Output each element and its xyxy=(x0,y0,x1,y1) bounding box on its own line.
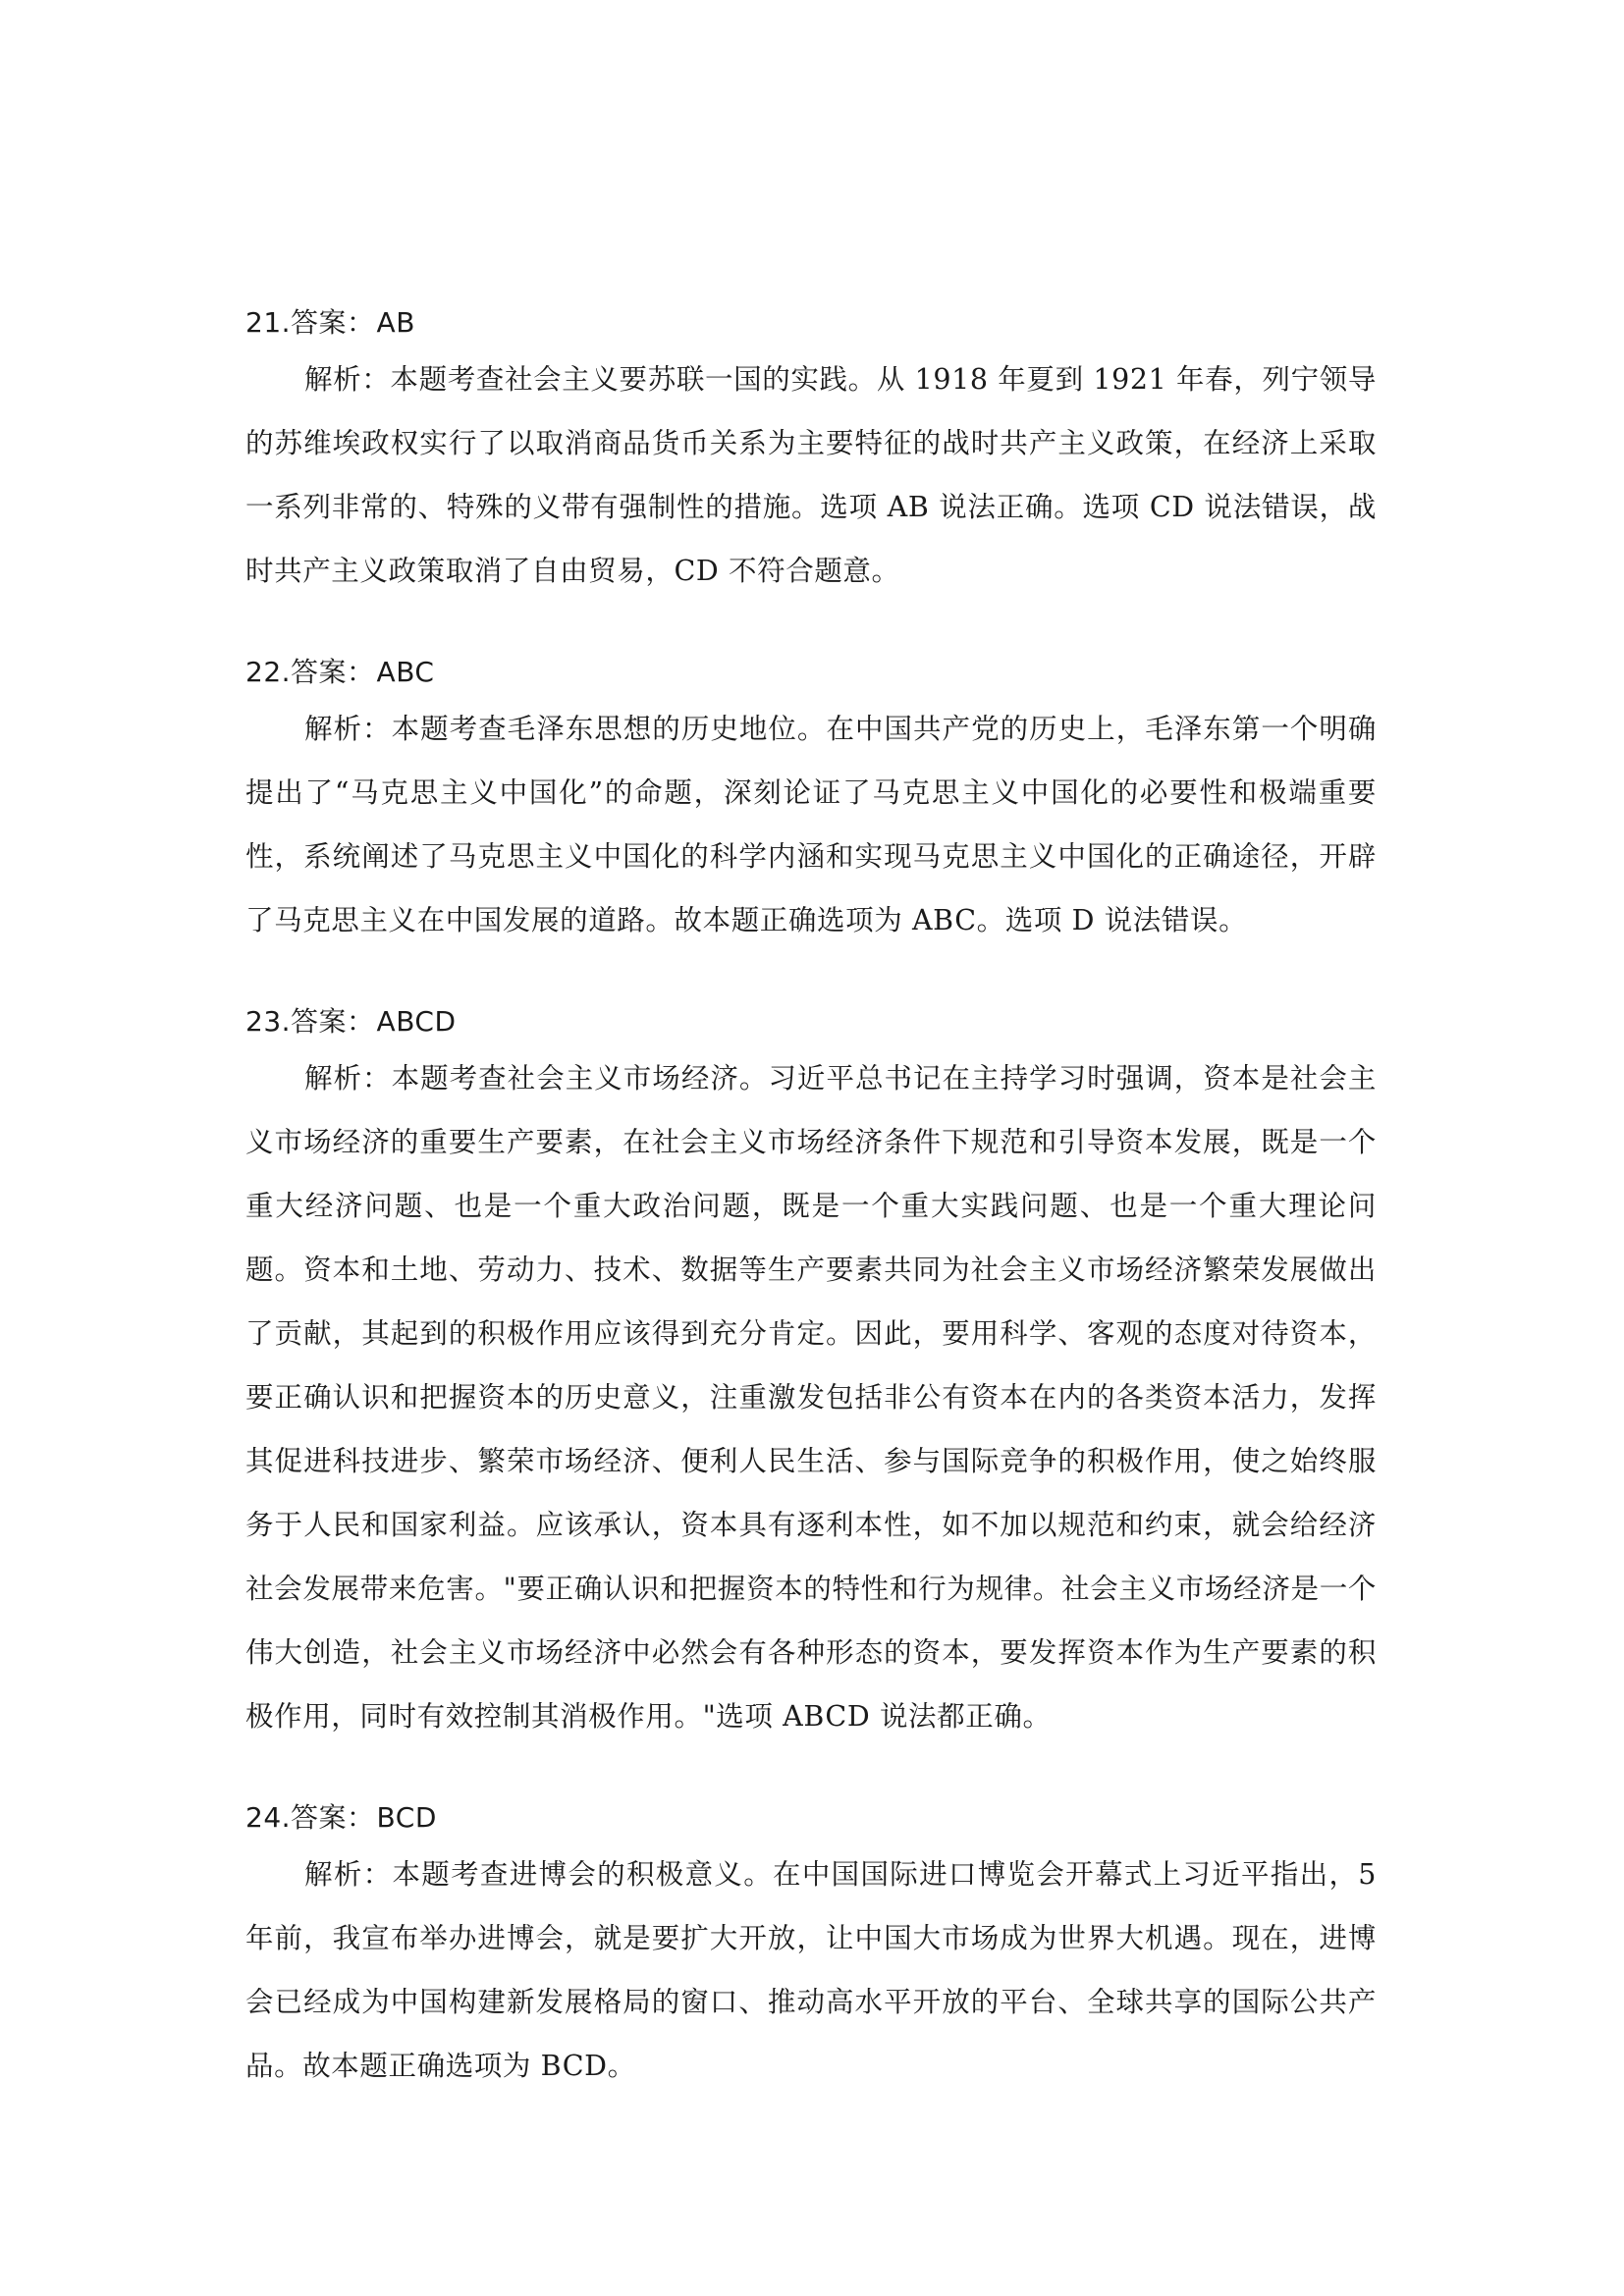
question-number: 24. xyxy=(245,1801,292,1834)
answer-label: 答案： xyxy=(291,1801,375,1834)
answer-heading xyxy=(245,304,1377,342)
answer-heading xyxy=(245,1003,1377,1041)
question-number: 21. xyxy=(245,306,292,339)
answer-item-21 xyxy=(245,304,1377,603)
answer-label: 答案： xyxy=(291,656,375,688)
question-number: 22. xyxy=(245,656,292,688)
answer-heading xyxy=(245,654,1377,691)
answer-explanation: 解析：本题考查毛泽东思想的历史地位。在中国共产党的历史上，毛泽东第一个明确提出了“马克思主义中国化”的命题，深刻论证了马克思主义中国化的必要性和极端重要性，系统阐述了马克思主义中国化的科学内涵和实现马克思主义中国化的正确途径，开辟了马克思主义在中国发展的道路。故本题正确选项为 ABC。选项 D 说法错误。 xyxy=(245,713,1377,936)
answer-item-23 xyxy=(245,1003,1377,1748)
answer-value: ABCD xyxy=(376,1005,457,1038)
answer-item-24 xyxy=(245,1799,1377,2098)
answer-item-22 xyxy=(245,654,1377,952)
answer-explanation: 解析：本题考查进博会的积极意义。在中国国际进口博览会开幕式上习近平指出，5 年前，我宣布举办进博会，就是要扩大开放，让中国大市场成为世界大机遇。现在，进博会已经成为中国构建新发展格局的窗口、推动高水平开放的平台、全球共享的国际公共产品。故本题正确选项为 BCD。 xyxy=(245,1858,1377,2082)
answer-label: 答案： xyxy=(291,306,375,339)
answer-explanation: 解析：本题考查社会主义市场经济。习近平总书记在主持学习时强调，资本是社会主义市场经济的重要生产要素，在社会主义市场经济条件下规范和引导资本发展，既是一个重大经济问题、也是一个重大政治问题，既是一个重大实践问题、也是一个重大理论问题。资本和土地、劳动力、技术、数据等生产要素共同为社会主义市场经济繁荣发展做出了贡献，其起到的积极作用应该得到充分肯定。因此，要用科学、客观的态度对待资本，要正确认识和把握资本的历史意义，注重激发包括非公有资本在内的各类资本活力，发挥其促进科技进步、繁荣市场经济、便利人民生活、参与国际竞争的积极作用，使之始终服务于人民和国家利益。应该承认，资本具有逐利本性，如不加以规范和约束，就会给经济社会发展带来危害。"要正确认识和把握资本的特性和行为规律。社会主义市场经济是一个伟大创造，社会主义市场经济中必然会有各种形态的资本，要发挥资本作为生产要素的积极作用，同时有效控制其消极作用。"选项 ABCD 说法都正确。 xyxy=(245,1062,1377,1733)
answer-value: AB xyxy=(376,306,415,339)
answer-content xyxy=(245,304,1377,2126)
answer-value: BCD xyxy=(376,1801,437,1834)
answer-explanation: 解析：本题考查社会主义要苏联一国的实践。从 1918 年夏到 1921 年春，列宁领导的苏维埃政权实行了以取消商品货币关系为主要特征的战时共产主义政策，在经济上采取一系列非常的、特殊的义带有强制性的措施。选项 AB 说法正确。选项 CD 说法错误，战时共产主义政策取消了自由贸易，CD 不符合题意。 xyxy=(245,363,1377,587)
answer-heading xyxy=(245,1799,1377,1837)
question-number: 23. xyxy=(245,1005,292,1038)
answer-value: ABC xyxy=(376,656,435,688)
answer-label: 答案： xyxy=(291,1005,375,1038)
